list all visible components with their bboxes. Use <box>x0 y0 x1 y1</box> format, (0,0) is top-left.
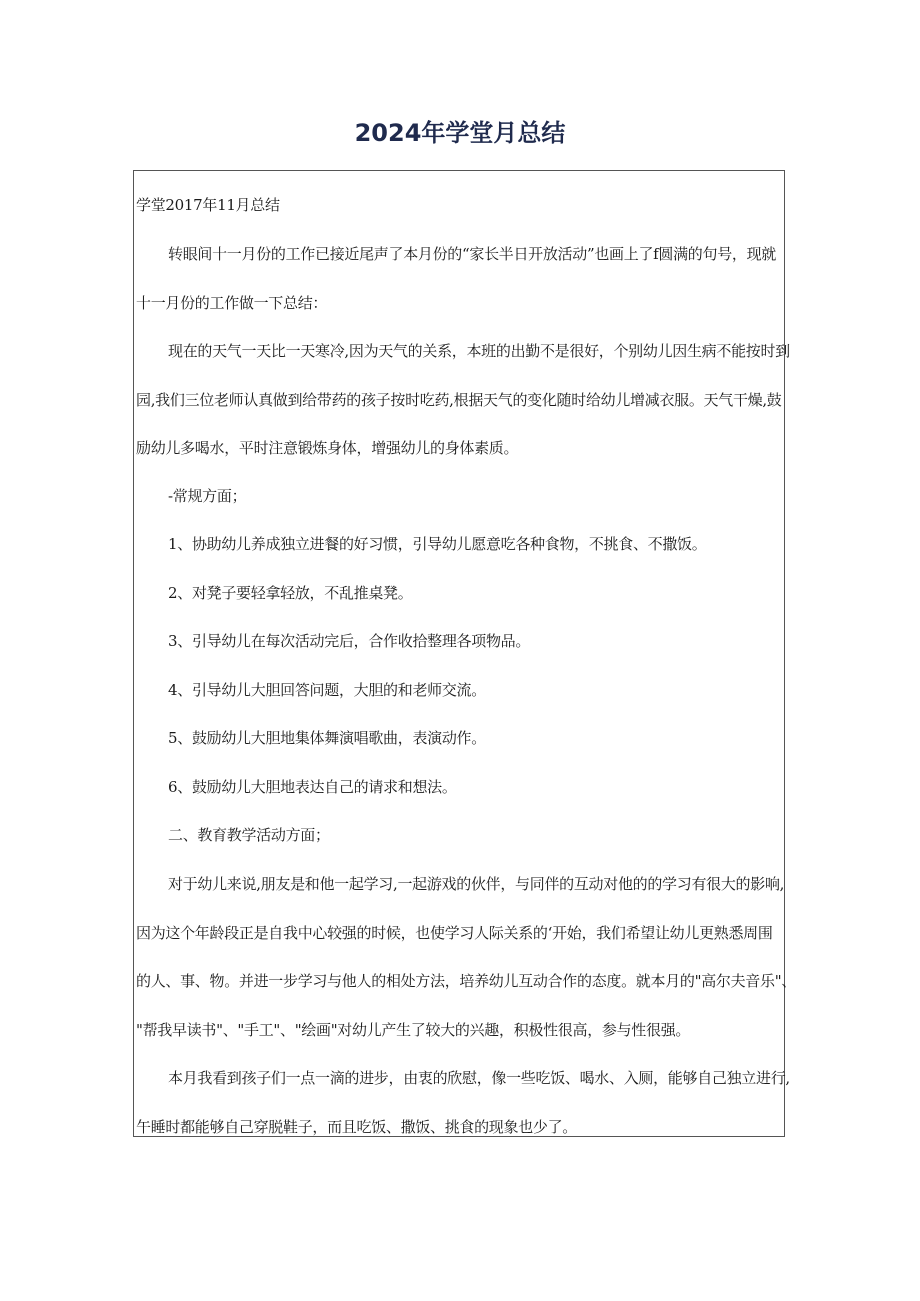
list-item: 3、引导幼儿在每次活动完后，合作收拾整理各项物品。 <box>168 632 531 650</box>
paragraph-line: 园,我们三位老师认真做到给带药的孩子按时吃药,根据天气的变化随时给幼儿增减衣服。天气干燥,鼓 <box>136 390 782 409</box>
paragraph-line: "帮我早读书"、"手工"、"绘画"对幼儿产生了较大的兴趣，积极性很高，参与性很强。 <box>136 1020 691 1039</box>
paragraph-line: 转眼间十一月份的工作已接近尾声了本月份的“家长半日开放活动”也画上了f圆满的句号，现就 <box>168 245 776 263</box>
intro-paragraph <box>136 243 784 340</box>
section-heading: -常规方面； <box>168 487 247 505</box>
list-item: 6、鼓励幼儿大胆地表达自己的请求和想法。 <box>168 777 457 796</box>
list-item: 4、引导幼儿大胆回答问题，大胆的和老师交流。 <box>168 680 486 699</box>
teaching-heading <box>136 824 784 873</box>
paragraph-line: 励幼儿多喝水，平时注意锻炼身体，增强幼儿的身体素质。 <box>136 439 519 457</box>
paragraph-line: 午睡时都能够自己穿脱鞋子，而且吃饭、撒饭、挑食的现象也少了。 <box>136 1117 578 1136</box>
subtitle: 学堂2017年11月总结 <box>136 196 280 214</box>
subtitle-paragraph <box>136 194 784 243</box>
list-item: 2、对凳子要轻拿轻放，不乱推桌凳。 <box>168 583 413 602</box>
teaching-paragraph <box>136 873 797 1067</box>
paragraph-line: 十一月份的工作做一下总结： <box>136 293 328 312</box>
paragraph-line: 本月我看到孩子们一点一滴的进步，由衷的欣慰，像一些吃饭、喝水、入厕，能够自己独立进行, <box>168 1069 790 1087</box>
list-item: 5、鼓励幼儿大胆地集体舞演唱歌曲，表演动作。 <box>168 729 486 747</box>
routine-heading <box>136 485 784 534</box>
paragraph-line: 的人、事、物。并进一步学习与他人的相处方法，培养幼儿互动合作的态度。就本月的"高尔夫音乐"、 <box>136 972 797 990</box>
progress-paragraph <box>136 1067 790 1164</box>
health-paragraph <box>136 340 790 486</box>
paragraph-line: 因为这个年龄段正是自我中心较强的时候，也使学习人际关系的‘开始，我们希望让幼儿更熟悉周围 <box>136 923 773 942</box>
routine-list <box>136 533 784 824</box>
paragraph-line: 现在的天气一天比一天寒冷,因为天气的关系，本班的出勤不是很好，个别幼儿因生病不能按时到 <box>168 342 790 360</box>
content-box <box>133 170 797 1137</box>
page-title: 2024年学堂月总结 <box>354 119 566 147</box>
list-item: 1、协助幼儿养成独立进餐的好习惯，引导幼儿愿意吃各种食物，不挑食、不撒饭。 <box>168 535 707 553</box>
paragraph-line: 对于幼儿来说,朋友是和他一起学习,一起游戏的伙伴，与同伴的互动对他的的学习有很大的影响, <box>168 875 785 893</box>
section-heading: 二、教育教学活动方面； <box>168 826 330 844</box>
